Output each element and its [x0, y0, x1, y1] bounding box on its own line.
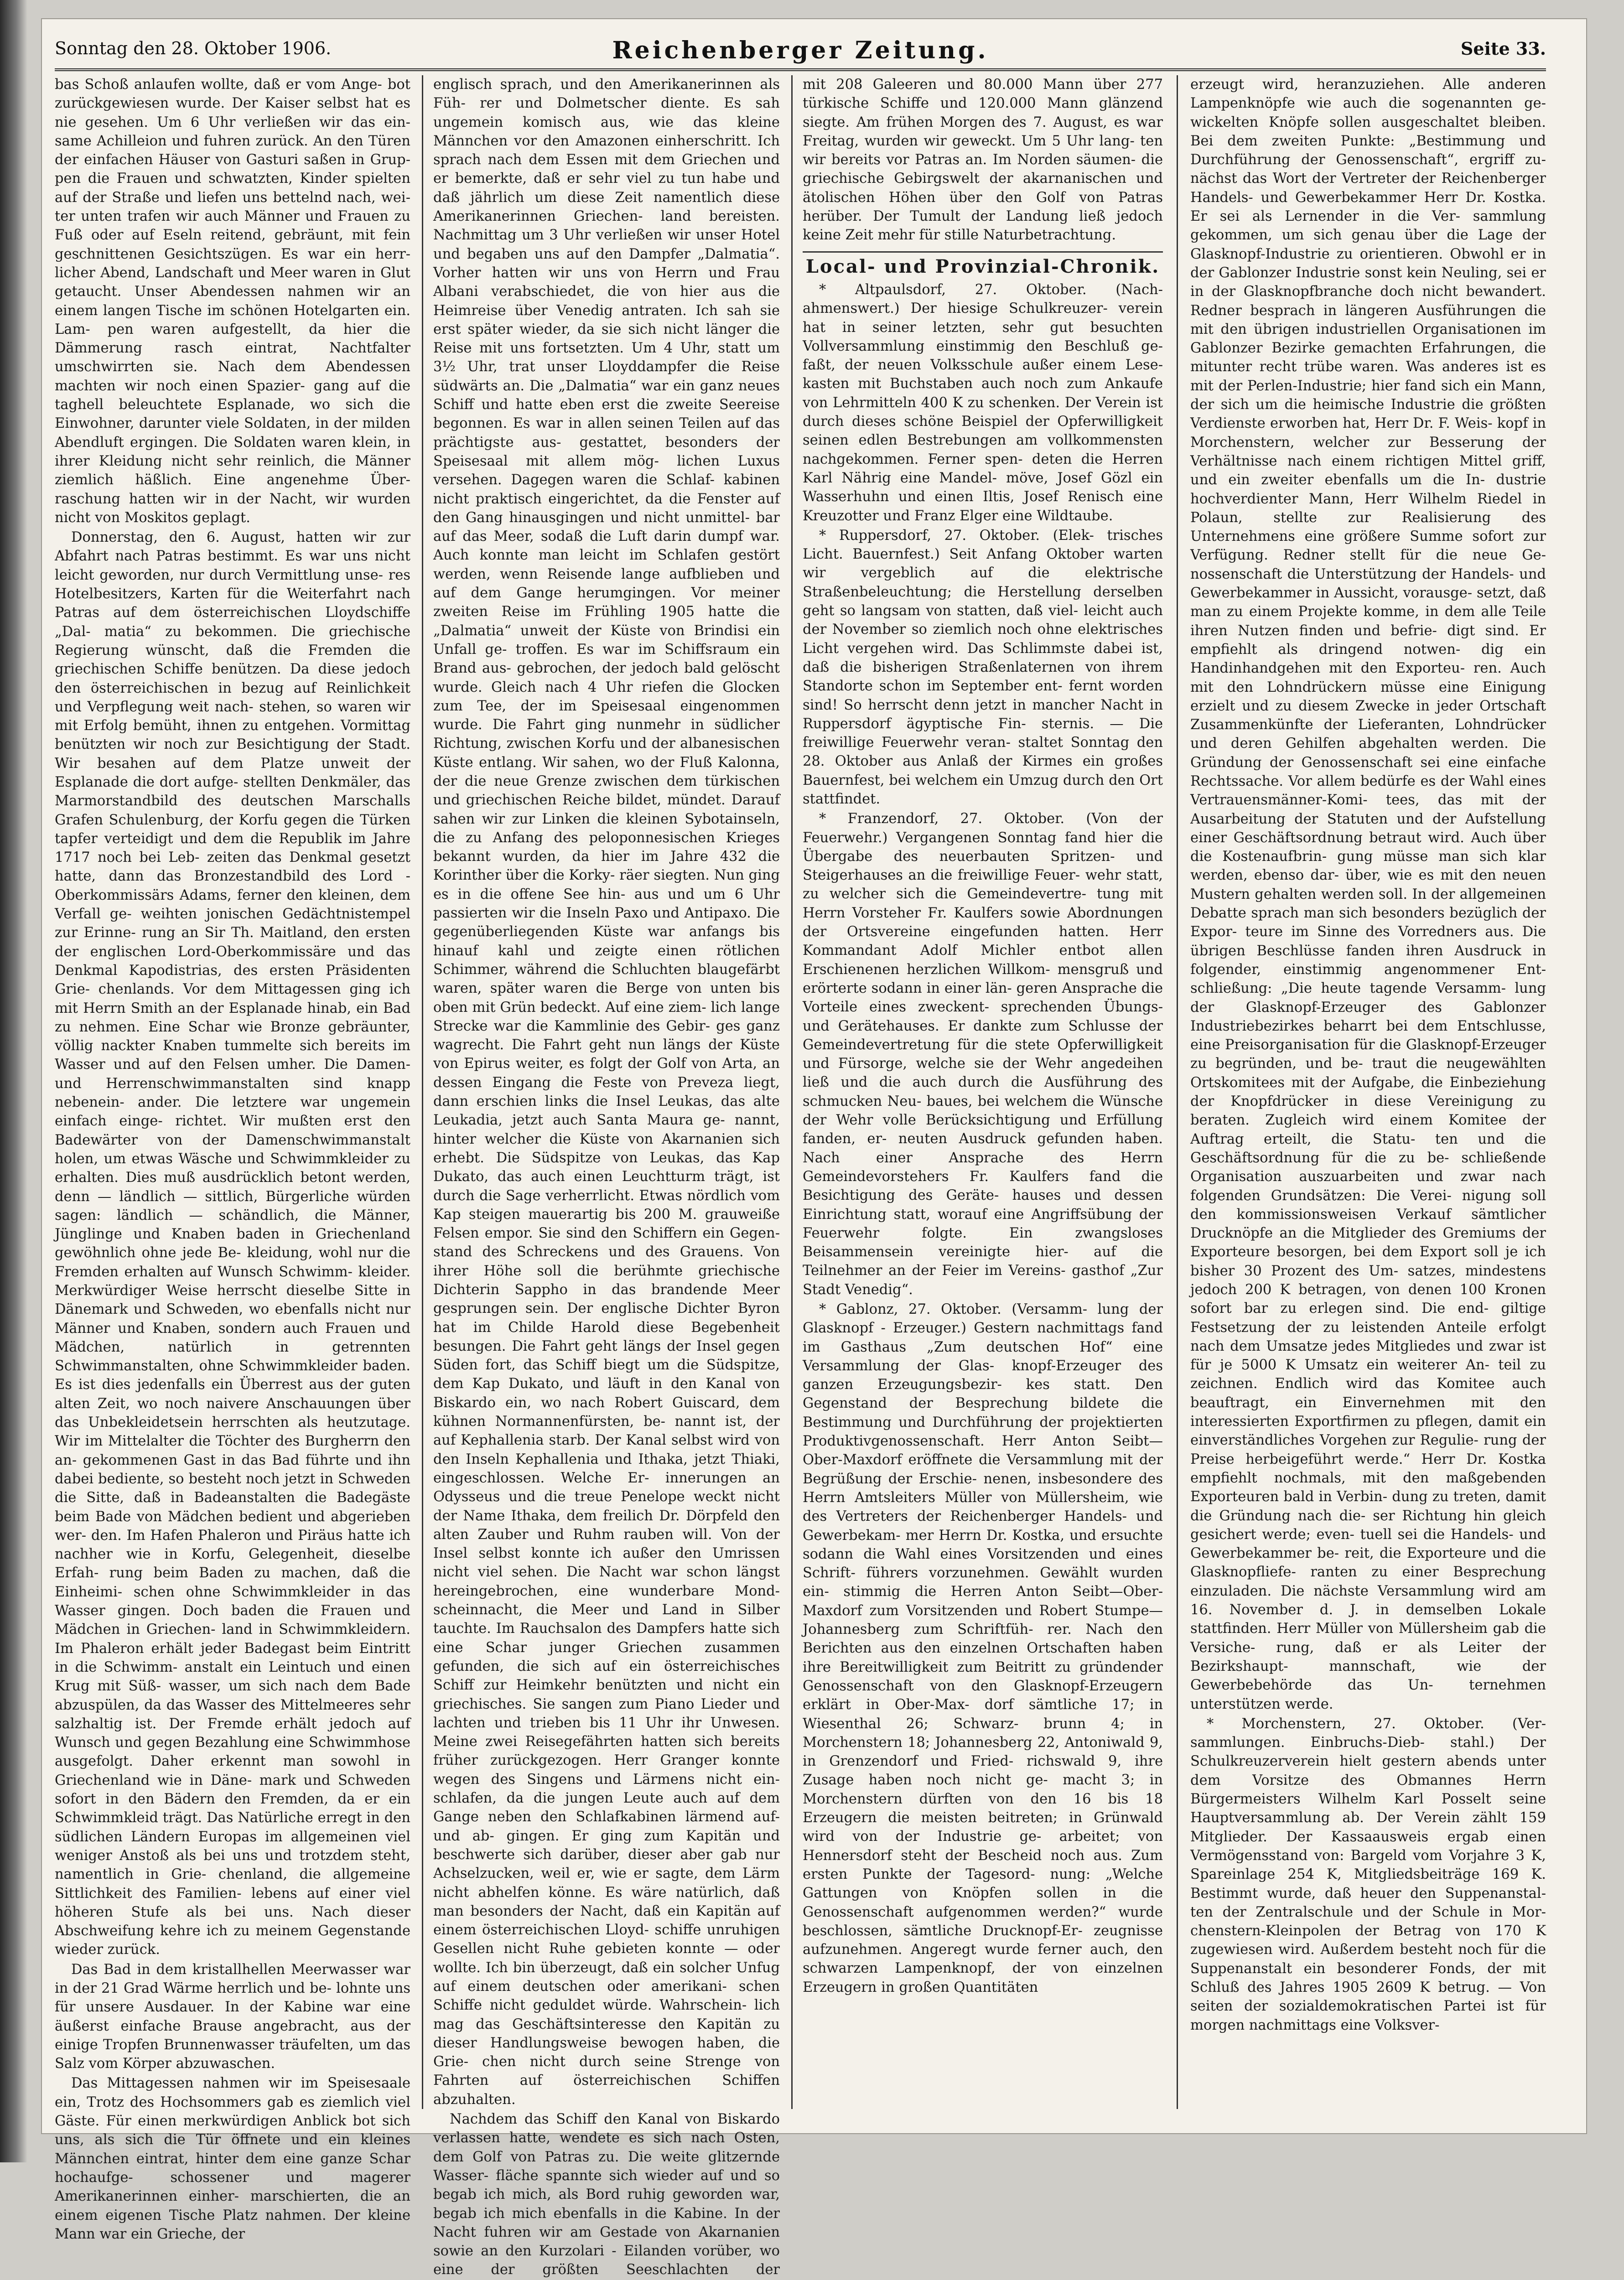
section-heading: Local- und Provinzial-Chronik.	[803, 251, 1163, 276]
column-2	[433, 75, 780, 2278]
column-rule	[422, 75, 423, 2109]
article-paragraph: Das Mittagessen nahmen wir im Speisesaale ein, Trotz des Hochsommers gab es ziemlich viel Gäste. Für einen merkwürdigen Anblick bot sich uns, als sich die Tür öffnete und ein kleines Männchen eintrat, hinter dem eine ganze Schar hochaufge- schossener und magerer Amerikanerinnen einher- marschierten, die an einem eigenen Tische Platz nahmen. Der kleine Mann war ein Grieche, der	[55, 2075, 410, 2242]
news-item: * Ruppersdorf, 27. Oktober. (Elek- trisches Licht. Bauernfest.) Seit Anfang Oktober warten wir vergeblich auf die elektrische Straßenbeleuchtung; die Herstellung derselben geht so langsam von statten, daß viel- leicht auch der November so ziemlich noch ohne elektrisches Licht vergehen wird. Das Schlimmste dabei ist, daß die bisherigen Straßenlaternen von ihrem Standorte schon im September ent- fernt worden sind! So herrscht denn jetzt in mancher Nacht in Ruppersdorf ägyptische Fin- sternis. — Die freiwillige Feuerwehr veran- staltet Sonntag den 28. Oktober aus Anlaß der Kirmes ein großes Bauernfest, bei welchem ein Umzug durch den Ort stattfindet.	[803, 527, 1163, 807]
news-item: * Morchenstern, 27. Oktober. (Ver- sammlungen. Einbruchs-Dieb- stahl.) Der Schulkreuzerverein hielt gestern abends unter dem Vorsitze des Obmannes Herrn Bürgermeisters Wilhelm Karl Posselt seine Hauptversammlung ab. Der Verein zählt 159 Mitglieder. Der Kassaausweis ergab einen Vermögensstand von: Bargeld vom Vorjahre 3 K, Spareinlage 254 K, Mitgliedsbeiträge 169 K. Bestimmt wurde, daß heuer den Suppenanstal- ten der Zentralschule und der Schule in Mor- chenstern-Kleinpolen der Betrag von 170 K zugewiesen wird. Außerdem besteht noch für die Suppenanstalt ein besonderer Fonds, der mit Schluß des Jahres 1905 2609 K betrug. — Von seiten der sozialdemokratischen Partei ist für morgen nachmittags eine Volksver-	[1190, 1715, 1546, 2033]
column-1	[55, 75, 410, 2242]
article-paragraph: bas Schoß anlaufen wollte, daß er vom Ange- bot zurückgewiesen wurde. Der Kaiser selbst hat es nie gesehen. Um 6 Uhr verließen wir das ein- same Achilleion und fuhren zurück. An den Türen der einfachen Häuser von Gasturi saßen in Grup- pen die Frauen und schwatzten, Kinder spielten auf der Straße und liefen uns bettelnd nach, wei- ter unten trafen wir auch Männer und Frauen zu Fuß oder auf Eseln reitend, gebräunt, mit fein geschnittenen Gesichtszügen. Es war ein herr- licher Abend, Landschaft und Meer waren in Glut getaucht. Unser Abendessen nahmen wir an einem langen Tische im schönen Hotelgarten ein. Lam- pen waren aufgestellt, da hier die Dämmerung rasch eintrat, Nachtfalter umschwirrten sie. Nach dem Abendessen machten wir noch einen Spazier- gang auf die taghell beleuchtete Esplanade, wo sich die Einwohner, darunter viele Soldaten, in der milden Abendluft ergingen. Die Soldaten waren klein, in ihrer Kleidung nicht sehr reinlich, die Männer ziemlich häßlich. Eine angenehme Über- raschung hatten wir in der Nacht, wir wurden nicht von Moskitos geplagt.	[55, 77, 410, 526]
page-number: Seite 33.	[1460, 38, 1546, 59]
news-item: * Gablonz, 27. Oktober. (Versamm- lung der Glasknopf - Erzeuger.) Gestern nachmittags fand im Gasthaus „Zum deutschen Hof“ eine Versammlung der Glas- knopf-Erzeuger des ganzen Erzeugungsbezir- kes statt. Den Gegenstand der Besprechung bildete die Bestimmung und Durchführung der projektierten Produktivgenossenschaft. Herr Anton Seibt—Ober-Maxdorf eröffnete die Versammlung mit der Begrüßung der Erschie- nenen, insbesondere des Herrn Amtsleiters Müller von Müllersheim, wie des Vertreters der Reichenberger Handels- und Gewerbekam- mer Herrn Dr. Kostka, und ersuchte sodann die Wahl eines Vorsitzenden und eines Schrift- führers vorzunehmen. Gewählt wurden ein- stimmig die Herren Anton Seibt—Ober- Maxdorf zum Vorsitzenden und Robert Stumpe—Johannesberg zum Schriftfüh- rer. Nach den Berichten aus den einzelnen Ortschaften haben ihre Bereitwilligkeit zum Beitritt zu gründender Genossenschaft von den Glasknopf-Erzeugern erklärt in Ober-Max- dorf sämtliche 17; in Wiesenthal 26; Schwarz- brunn 4; in Morchenstern 18; Johannesberg 22, Antoniwald 9, in Grenzendorf und Fried- richswald 9, ihre Zusage haben noch nicht ge- macht 3; in Morchenstern dürften von den 16 bis 18 Erzeugern die meisten beitreten; in Grünwald wird von der Industrie ge- arbeitet; von Hennersdorf steht der Bescheid noch aus. Zum ersten Punkte der Tagesord- nung: „Welche Gattungen von Knöpfen sollen in die Genossenschaft aufgenommen werden?“ wurde beschlossen, sämtliche Drucknopf-Er- zeugnisse aufzunehmen. Angeregt wurde ferner auch, den schwarzen Lampenknopf, der von einzelnen Erzeugern in großen Quantitäten	[803, 1301, 1163, 1995]
column-4	[1190, 75, 1546, 2114]
article-paragraph: Nachdem das Schiff den Kanal von Biskardo verlassen hatte, wendete es sich nach Osten, dem Golf von Patras zu. Die weite glitzernde Wasser- fläche spannte sich wieder auf und so begab ich mich, als Bord ruhig geworden war, begab ich mich ebenfalls in die Kabine. In der Nacht fuhren wir am Gestade von Akarnanien sowie an den Kurzolari - Eilanden vorüber, wo eine der größten Seeschlachten der	[433, 2111, 780, 2278]
article-paragraph: mit 208 Galeeren und 80.000 Mann über 277 türkische Schiffe und 120.000 Mann glänzend siegte. Am frühen Morgen des 7. August, es war Freitag, wurden wir geweckt. Um 5 Uhr lang- ten wir bereits vor Patras an. Im Norden säumen- die griechische Gebirgswelt der akarnanischen und ätolischen Höhen über den Golf von Patras herüber. Der Tumult der Landung ließ jedoch keine Zeit mehr für stille Naturbetrachtung.	[803, 77, 1163, 244]
masthead-title: Reichenberger Zeitung.	[612, 36, 989, 64]
news-item: * Altpaulsdorf, 27. Oktober. (Nach- ahmenswert.) Der hiesige Schulkreuzer- verein hat in seiner letzten, sehr gut besuchten Vollversammlung einstimmig den Beschluß ge- faßt, der neuen Volksschule außer einem Lese- kasten mit Buchstaben auch noch zum Ankaufe von Lehrmitteln 400 K zu schenken. Der Verein ist durch dieses schöne Beispiel der Opferwilligkeit seinen edlen Bestrebungen am vollkommensten nachgekommen. Ferner spen- deten die Herren Karl Nährig eine Mandel- möve, Josef Gözl ein Wasserhuhn und einen Iltis, Josef Renisch eine Kreuzotter und Franz Elger eine Wildtaube.	[803, 281, 1163, 524]
page-header	[55, 36, 1546, 71]
column-rule	[791, 75, 793, 2109]
news-item: * Franzendorf, 27. Oktober. (Von der Feuerwehr.) Vergangenen Sonntag fand hier die Übergabe des neuerbauten Spritzen- und Steigerhauses an die freiwillige Feuer- wehr statt, zu welcher sich die Gemeindevertre- tung mit Herrn Vorsteher Fr. Kaulfers sowie Abordnungen der Ortsvereine eingefunden hatten. Herr Kommandant Adolf Michler entbot allen Erschienenen herzlichen Willkom- mensgruß und erörterte sodann in einer län- geren Ansprache die Vorteile eines zweckent- sprechenden Übungs- und Gerätehauses. Er dankte zum Schlusse der Gemeindevertretung für die stete Opferwilligkeit und Fürsorge, welche sie der Wehr angedeihen ließ und die auch durch die Ausführung des schmucken Neu- baues, bei welchem die Wünsche der Wehr volle Berücksichtigung und Erfüllung fanden, er- neuten Ausdruck gefunden haben. Nach einer Ansprache des Herrn Gemeindevorstehers Fr. Kaulfers fand die Besichtigung des Geräte- hauses und dessen Einrichtung statt, worauf eine Angriffsübung der Feuerwehr folgte. Ein zwangsloses Beisammensein vereinigte hier- auf die Teilnehmer an der Feier im Vereins- gasthof „Zur Stadt Venedig“.	[803, 811, 1163, 1298]
column-rule	[1177, 75, 1178, 2109]
article-paragraph: Donnerstag, den 6. August, hatten wir zur Abfahrt nach Patras bestimmt. Es war uns nicht leicht geworden, nur durch Vermittlung unse- res Hotelbesitzers, Karten für die Weiterfahrt nach Patras auf dem österreichischen Lloydschiffe „Dal- matia“ zu bekommen. Die griechische Regierung wünscht, daß die Fremden die griechischen Schiffe benützen. Da diese jedoch den österreichischen in bezug auf Reinlichkeit und Verpflegung weit nach- stehen, so waren wir mit Erfolg bemüht, ihnen zu entgehen. Vormittag benützten wir noch zur Besichtigung der Stadt. Wir besahen auf dem Platze unweit der Esplanade die dort aufge- stellten Denkmäler, das Marmorstandbild des deutschen Marschalls Grafen Schulenburg, der Korfu gegen die Türken tapfer verteidigt und dem die Republik im Jahre 1717 noch bei Leb- zeiten das Denkmal gesetzt hatte, dann das Bronzestandbild des Lord - Oberkommissärs Adams, ferner den kleinen, dem Verfall ge- weihten jonischen Gedächtnistempel zur Erinne- rung an Sir Th. Maitland, den ersten der englischen Lord-Oberkommissäre und das Denkmal Kapodistrias, des ersten Präsidenten Grie- chenlands. Vor dem Mittagessen ging ich mit Herrn Smith an der Esplanade hinab, ein Bad zu nehmen. Eine Schar wie Bronze gebräunter, völlig nackter Knaben tummelte sich bereits im Wasser und auf den Felsen umher. Die Damen- und Herrenschwimmanstalten sind knapp nebenein- ander. Die letztere war ungemein einfach einge- richtet. Wir mußten erst den Badewärter von der Damenschwimmanstalt holen, um etwas Wäsche und Schwimmkleider zu erhalten. Dies muß ausdrücklich betont werden, denn — ländlich — sittlich, Bürgerliche würden sagen: ländlich — schändlich, die Männer, Jünglinge und Knaben baden in Griechenland gewöhnlich ohne jede Be- kleidung, wohl nur die Fremden erhalten auf Wunsch Schwimm- kleider. Merkwürdiger Weise herrscht dieselbe Sitte in Dänemark und Schweden, wo ebenfalls nicht nur Männer und Knaben, sondern auch Frauen und Mädchen, natürlich in getrennten Schwimmanstalten, ohne Schwimmkleider baden. Es ist dies jedenfalls ein Überrest aus der guten alten Zeit, wo noch naivere Anschauungen über das Unbekleidetsein herrschten als heutzutage. Wir im Mittelalter die Töchter des Burgherrn den an- gekommenen Gast in das Bad führte und ihn dabei bediente, so besteht noch jetzt in Schweden die Sitte, daß in Badeanstalten die Badegäste beim Bade von Mädchen bedient und abgerieben wer- den. Im Hafen Phaleron und Piräus hatte ich nachher wie in Korfu, Gelegenheit, dieselbe Erfah- rung beim Baden zu machen, daß die Einheimi- schen ohne Schwimmkleider in das Wasser gingen. Doch baden die Frauen und Mädchen in Griechen- land in Schwimmkleidern. Im Phaleron erhält jeder Badegast beim Eintritt in die Schwimm- anstalt ein Leintuch und einen Krug mit Süß- wasser, um sich nach dem Bade abzuspülen, da das Wasser des Mittelmeeres sehr salzhaltig ist. Der Fremde erhält jedoch auf Wunsch und gegen Bezahlung eine Schwimmhose ausgefolgt. Daher erkennt man sowohl in Griechenland wie in Däne- mark und Schweden sofort in den Bädern den Fremden, da er ein Schwimmkleid trägt. Das Natürliche erregt in den südlichen Ländern Europas im allgemeinen viel weniger Anstoß als bei uns und trotzdem steht, namentlich in Grie- chenland, die allgemeine Sittlichkeit des Familien- lebens auf einer viel höheren Stufe als bei uns. Nach dieser Abschweifung kehre ich zu meinem Gegenstande wieder zurück.	[55, 529, 410, 1958]
article-paragraph: Das Bad in dem kristallhellen Meerwasser war in der 21 Grad Wärme herrlich und be- lohnte uns für unsere Ausdauer. In der Kabine war eine äußerst einfache Brause angebracht, aus der einige Tropfen Brunnenwasser träufelten, um das Salz vom Körper abzuwaschen.	[55, 1961, 410, 2072]
column-3	[803, 75, 1163, 2114]
header-date: Sonntag den 28. Oktober 1906.	[55, 38, 332, 58]
news-item: erzeugt wird, heranzuziehen. Alle anderen Lampenknöpfe wie auch die sogenannten ge- wickelten Knöpfe sollen ausgeschaltet bleiben. Bei dem zweiten Punkte: „Bestimmung und Durchführung der Genossenschaft“, ergriff zu- nächst das Wort der Vertreter der Reichenberger Handels- und Gewerbekammer Herr Dr. Kostka. Er sei als Lernender in die Ver- sammlung gekommen, um sich genau über die Lage der Glasknopf-Industrie zu orientieren. Obwohl er in der Gablonzer Industrie sonst kein Neuling, sei er in der Glasknopfbranche doch nicht bewandert. Redner besprach in längeren Ausführungen die mit den übrigen industriellen Organisationen im Gablonzer Bezirke gemachten Erfahrungen, die mitunter recht trübe waren. Was anderes ist es mit der Perlen-Industrie; hier fand sich ein Mann, der sich um die heimische Industrie die größten Verdienste erworben hat, Herr Dr. F. Weis- kopf in Morchenstern, welcher zur Besserung der Verhältnisse nach einem richtigen Mittel griff, und ein zweiter ebenfalls um die In- dustrie hochverdienter Mann, Herr Wilhelm Riedel in Polaun, stellte zur Realisierung des Unternehmens eine größere Summe sofort zur Verfügung. Redner stellt für die neue Ge- nossenschaft die Unterstützung der Handels- und Gewerbekammer in Aussicht, vorausge- setzt, daß man zu einem Projekte komme, in dem alle Teile ihren Nutzen finden und befrie- digt sind. Er empfiehlt als dringend notwen- dig ein Handinhandgehen mit den Exporteu- ren. Auch mit den Lohndrückern müsse eine Einigung erzielt und zu diesem Zwecke in jeder Ortschaft Zusammenkünfte der Lieferanten, Lohndrücker und deren Gehilfen abgehalten werden. Die Gründung der Genossenschaft sei eine einfache Rechtssache. Vor allem bedürfe es der Wahl eines Vertrauensmänner-Komi- tees, das mit der Ausarbeitung der Statuten und der Aufstellung einer Geschäftsordnung betraut wird. Auch über die Kostenaufbrin- gung müsse man sich klar werden, ebenso dar- über, wie es mit den neuen Mustern gehalten werden soll. In der allgemeinen Debatte sprach man sich besonders bezüglich der Expor- teure im Sinne des Vorredners aus. Die übrigen Beschlüsse fanden ihren Ausdruck in folgender, einstimmig angenommener Ent- schließung: „Die heute tagende Versamm- lung der Glasknopf-Erzeuger des Gablonzer Industriebezirkes beharrt bei dem Entschlusse, eine Preisorganisation für die Glasknopf-Erzeuger zu begründen, und be- traut die neugewählten Ortskomitees mit der Aufgabe, die Einbeziehung der Knopfdrücker in diese Vereinigung zu beraten. Zugleich wird einem Komitee der Auftrag erteilt, die Statu- ten und die Geschäftsordnung für die zu be- schließende Organisation auszuarbeiten und zwar nach folgenden Grundsätzen: Die Verei- nigung soll den kommissionsweisen Verkauf sämtlicher Drucknöpfe an die Mitglieder des Gremiums der Exporteure besorgen, bei dem Export soll je ich bisher 30 Prozent des Um- satzes, mindestens jedoch 200 K betragen, von denen 100 Kronen sofort bar zu erlegen sind. Die end- giltige Festsetzung der zu leistenden Anteile erfolgt nach dem Umsatze jedes Mitgliedes und zwar ist für je 5000 K Umsatz ein weiterer An- teil zu zeichnen. Endlich wird das Komitee auch beauftragt, ein Einvernehmen mit den interessierten Exportfirmen zu pflegen, damit ein einverständliches Vorgehen zur Regulie- rung der Preise herbeigeführt werde.“ Herr Dr. Kostka empfiehlt nochmals, mit den maßgebenden Exporteuren bald in Verbin- dung zu treten, damit die Gründung nach die- ser Richtung hin gleich gesichert werde; even- tuell sei die Handels- und Gewerbekammer be- reit, die Exporteure und die Glasknopfliefe- ranten zu einer Besprechung einzuladen. Die nächste Versammlung wird am 16. November d. J. in demselben Lokale stattfinden. Herr Müller von Müllersheim gab die Versiche- rung, daß er als Leiter der Bezirkshaupt- mannschaft, wie der Gewerbebehörde das Un- ternehmen unterstützen werde.	[1190, 77, 1546, 1712]
article-paragraph: englisch sprach, und den Amerikanerinnen als Füh- rer und Dolmetscher diente. Es sah ungemein komisch aus, wie das kleine Männchen vor den Amazonen einherschritt. Ich sprach nach dem Essen mit dem Griechen und er bemerkte, daß er sehr viel zu tun habe und daß jährlich um diese Zeit namentlich diese Amerikanerinnen Griechen- land bereisten. Nachmittag um 3 Uhr verließen wir unser Hotel und begaben uns auf den Dampfer „Dalmatia“. Vorher hatten wir uns von Herrn und Frau Albani verabschiedet, die von hier aus die Heimreise über Venedig antraten. Ich sah sie erst später wieder, da sie sich nicht länger die Reise mit uns fortsetzten. Um 4 Uhr, statt um 3½ Uhr, trat unser Lloyddampfer die Reise südwärts an. Die „Dalmatia“ war ein ganz neues Schiff und hatte eben erst die zweite Seereise begonnen. Es war in allen seinen Teilen auf das prächtigste aus- gestattet, besonders der Speisesaal mit allem mög- lichen Luxus versehen. Dagegen waren die Schlaf- kabinen nicht praktisch eingerichtet, da die Fenster auf den Gang hinausgingen und nicht unmittel- bar auf das Meer, sodaß die Luft darin dumpf war. Auch konnte man leicht im Schlafen gestört werden, wenn Reisende lange aufblieben und auf dem Gange herumgingen. Vor meiner zweiten Reise im Frühling 1905 hatte die „Dalmatia“ unweit der Küste von Brindisi ein Unfall ge- troffen. Es war im Schiffsraum ein Brand aus- gebrochen, der jedoch bald gelöscht wurde. Gleich nach 4 Uhr riefen die Glocken zum Tee, der im Speisesaal eingenommen wurde. Die Fahrt ging nunmehr in südlicher Richtung, zwischen Korfu und der albanesischen Küste entlang. Wir sahen, wo der Fluß Kalonna, der die neue Grenze zwischen dem türkischen und griechischen Reiche bildet, mündet. Darauf sahen wir zur Linken die kleinen Sybotainseln, die zu Anfang des peloponnesischen Krieges bekannt wurden, da hier im Jahre 432 die Korinther über die Korky- räer siegten. Nun ging es in die offene See hin- aus und um 6 Uhr passierten wir die Inseln Paxo und Antipaxo. Die gegenüberliegenden Küste war anfangs bis hinauf kahl und zeigte einen rötlichen Schimmer, während die Schluchten blaugefärbt waren, später waren die Berge von unten bis oben mit Grün bedeckt. Auf eine ziem- lich lange Strecke war die Kammlinie des Gebir- ges ganz wagrecht. Die Fahrt geht nun längs der Küste von Epirus weiter, es folgt der Golf von Arta, an dessen Eingang die Feste von Preveza liegt, dann erschien links die Insel Leukas, das alte Leukadia, jetzt auch Santa Maura ge- nannt, hinter welcher die Küste von Akarnanien sich erhebt. Die Südspitze von Leukas, das Kap Dukato, das auch einen Leuchtturm trägt, ist durch die Sage verherrlicht. Etwas nördlich vom Kap steigen mauerartig bis 200 M. grauweiße Felsen empor. Sie sind den Schiffern ein Gegen- stand des Schreckens und des Grauens. Von ihrer Höhe soll die berühmte griechische Dichterin Sappho in das brandende Meer gesprungen sein. Der englische Dichter Byron hat im Childe Harold diese Begebenheit besungen. Die Fahrt geht längs der Insel gegen Süden fort, das Schiff biegt um die Südspitze, dem Kap Dukato, und läuft in den Kanal von Biskardo ein, wo nach Robert Guiscard, dem kühnen Normannenfürsten, be- nannt ist, der auf Kephallenia starb. Der Kanal selbst wird von den Inseln Kephallenia und Ithaka, jetzt Thiaki, eingeschlossen. Welche Er- innerungen an Odysseus und die treue Penelope weckt nicht der Name Ithaka, dem freilich Dr. Dörpfeld den alten Zauber und Ruhm rauben will. Von der Insel selbst konnte ich außer den Umrissen nicht viel sehen. Die Nacht war schon längst hereingebrochen, eine wunderbare Mond- scheinnacht, die Meer und Land in Silber tauchte. Im Rauchsalon des Dampfers hatte sich eine Schar junger Griechen zusammen gefunden, die sich auf ein österreichisches Schiff zur Heimkehr benützten und nicht ein griechisches. Sie sangen zum Piano Lieder und lachten und trieben bis 11 Uhr ihr Unwesen. Meine zwei Reisegefährten hatten sich bereits früher zurückgezogen. Herr Granger konnte wegen des Singens und Lärmens nicht ein- schlafen, da die jungen Leute auch auf dem Gange neben den Schlafkabinen lärmend auf- und ab- gingen. Er ging zum Kapitän und beschwerte sich darüber, dieser aber gab nur Achselzucken, weil er, wie er sagte, dem Lärm nicht abhelfen könne. Es wäre natürlich, daß man besonders der Nacht, daß ein Kapitän auf einem österreichischen Lloyd- schiffe unruhigen Gesellen nicht Ruhe gebieten konnte — oder wollte. Ich bin überzeugt, daß ein solcher Unfug auf einem deutschen oder amerikani- schen Schiffe nicht geduldet würde. Wahrschein- lich mag das Geschäftsinteresse den Kapitän zu dieser Handlungsweise bewogen haben, die Grie- chen nicht durch seine Strenge von Fahrten auf österreichischen Schiffen abzuhalten.	[433, 77, 780, 2108]
page-binding-shadow	[0, 0, 27, 2162]
